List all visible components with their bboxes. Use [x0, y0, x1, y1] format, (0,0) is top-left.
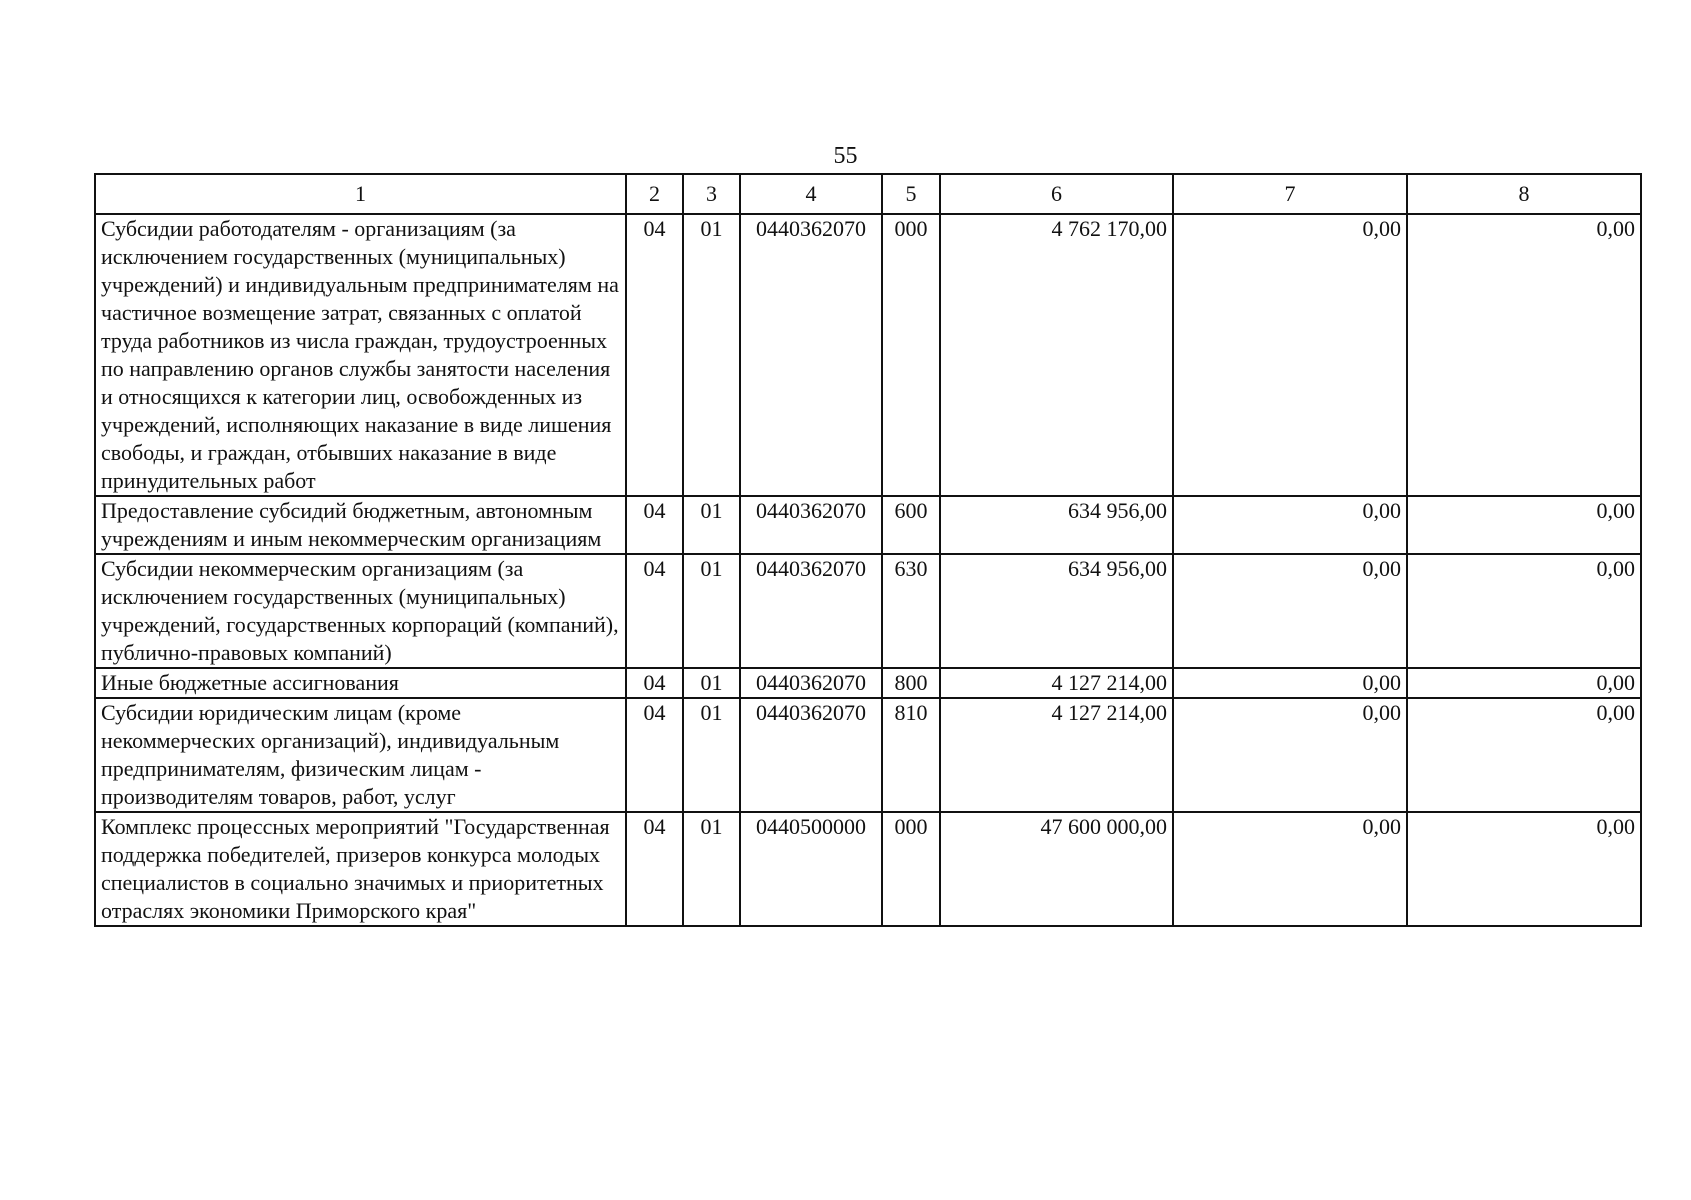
column-header: 5 [882, 174, 940, 214]
table-row [95, 668, 1641, 698]
amount-col7: 0,00 [1173, 698, 1407, 812]
section-code: 04 [626, 668, 683, 698]
row-name: Комплекс процессных мероприятий "Государственная поддержка победителей, призеров конкурса молодых специалистов в социально значимых и приоритетных отраслях экономики Приморского края" [95, 812, 626, 926]
expense-type-code: 600 [882, 496, 940, 554]
amount-col6: 4 762 170,00 [940, 214, 1173, 496]
section-code: 04 [626, 496, 683, 554]
amount-col8: 0,00 [1407, 668, 1641, 698]
expense-type-code: 000 [882, 214, 940, 496]
column-header: 3 [683, 174, 740, 214]
amount-col8: 0,00 [1407, 698, 1641, 812]
expense-type-code: 810 [882, 698, 940, 812]
target-article-code: 0440362070 [740, 668, 882, 698]
amount-col7: 0,00 [1173, 812, 1407, 926]
table-row [95, 698, 1641, 812]
table-row [95, 214, 1641, 496]
column-header: 7 [1173, 174, 1407, 214]
expense-type-code: 800 [882, 668, 940, 698]
amount-col8: 0,00 [1407, 214, 1641, 496]
column-header: 1 [95, 174, 626, 214]
amount-col6: 4 127 214,00 [940, 698, 1173, 812]
amount-col7: 0,00 [1173, 554, 1407, 668]
table-row [95, 812, 1641, 926]
amount-col8: 0,00 [1407, 812, 1641, 926]
section-code: 04 [626, 214, 683, 496]
column-header: 4 [740, 174, 882, 214]
section-code: 04 [626, 812, 683, 926]
amount-col7: 0,00 [1173, 496, 1407, 554]
amount-col7: 0,00 [1173, 214, 1407, 496]
row-name: Субсидии юридическим лицам (кроме некоммерческих организаций), индивидуальным предпринимателям, физическим лицам - производителям товаров, работ, услуг [95, 698, 626, 812]
row-name: Субсидии некоммерческим организациям (за исключением государственных (муниципальных) учреждений, государственных корпораций (компаний), публично-правовых компаний) [95, 554, 626, 668]
target-article-code: 0440362070 [740, 554, 882, 668]
target-article-code: 0440362070 [740, 214, 882, 496]
target-article-code: 0440500000 [740, 812, 882, 926]
subsection-code: 01 [683, 554, 740, 668]
amount-col8: 0,00 [1407, 554, 1641, 668]
row-name: Предоставление субсидий бюджетным, автономным учреждениям и иным некоммерческим организациям [95, 496, 626, 554]
target-article-code: 0440362070 [740, 496, 882, 554]
table-row [95, 554, 1641, 668]
subsection-code: 01 [683, 668, 740, 698]
subsection-code: 01 [683, 698, 740, 812]
subsection-code: 01 [683, 812, 740, 926]
subsection-code: 01 [683, 214, 740, 496]
section-code: 04 [626, 698, 683, 812]
amount-col6: 4 127 214,00 [940, 668, 1173, 698]
row-name: Иные бюджетные ассигнования [95, 668, 626, 698]
column-header: 8 [1407, 174, 1641, 214]
section-code: 04 [626, 554, 683, 668]
target-article-code: 0440362070 [740, 698, 882, 812]
budget-table [94, 173, 1642, 927]
amount-col6: 634 956,00 [940, 496, 1173, 554]
amount-col6: 47 600 000,00 [940, 812, 1173, 926]
amount-col8: 0,00 [1407, 496, 1641, 554]
expense-type-code: 630 [882, 554, 940, 668]
column-header: 6 [940, 174, 1173, 214]
amount-col7: 0,00 [1173, 668, 1407, 698]
header-row [95, 174, 1641, 214]
row-name: Субсидии работодателям - организациям (за исключением государственных (муниципальных) учреждений) и индивидуальным предпринимателям на частичное возмещение затрат, связанных с оплатой труда работников из числа граждан, трудоустроенных по направлению органов службы занятости населения и относящихся к категории лиц, освобожденных из учреждений, исполняющих наказание в виде лишения свободы, и граждан, отбывших наказание в виде принудительных работ [95, 214, 626, 496]
column-header: 2 [626, 174, 683, 214]
page-number: 55 [833, 143, 858, 169]
table-row [95, 496, 1641, 554]
amount-col6: 634 956,00 [940, 554, 1173, 668]
subsection-code: 01 [683, 496, 740, 554]
expense-type-code: 000 [882, 812, 940, 926]
